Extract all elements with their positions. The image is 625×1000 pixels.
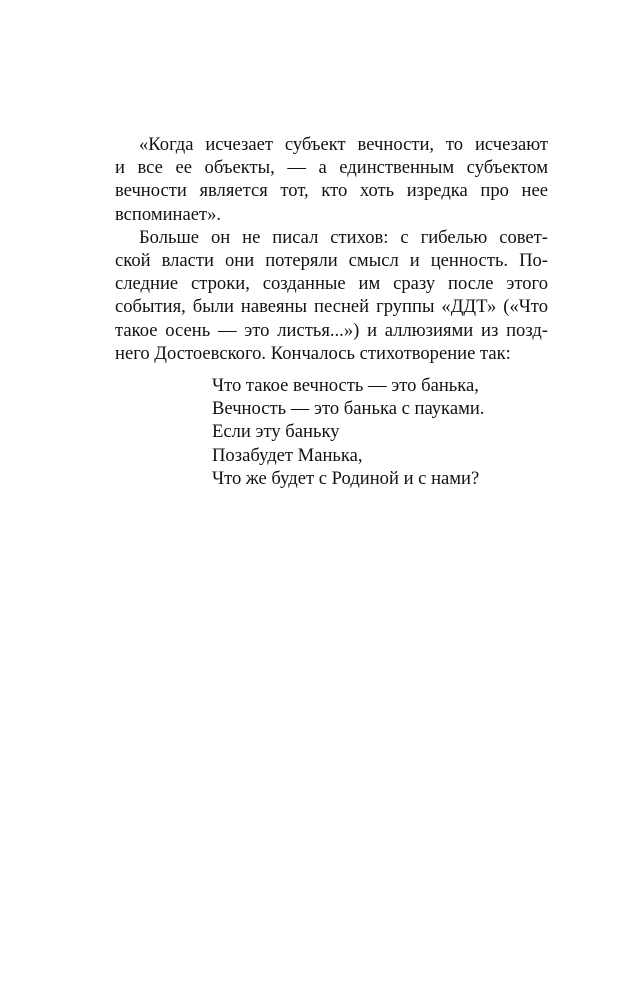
paragraph-quote (115, 133, 548, 226)
text-line: следние строки, созданные им сразу после этого (115, 273, 548, 295)
text-line: вечности является тот, кто хоть изредка про нее (115, 180, 548, 202)
text-line: такое осень — это листья...») и аллюзиями из позд- (115, 319, 548, 341)
book-page (115, 133, 548, 490)
text-line: события, были навеяны песней группы «ДДТ» («Что (115, 296, 548, 318)
poem-line: Позабудет Манька, (212, 444, 363, 466)
poem-line: Что же будет с Родиной и с нами? (212, 467, 480, 489)
text-line: «Когда исчезает субъект вечности, то исчезают (139, 134, 548, 155)
text-line: вспоминает». (115, 203, 222, 225)
text-line: ской власти они потеряли смысл и ценность. По- (115, 250, 548, 272)
text-line: него Достоевского. Кончалось стихотворение так: (115, 342, 511, 364)
poem-line: Если эту баньку (212, 421, 340, 443)
paragraph-narrative (115, 226, 548, 365)
poem-line: Что такое вечность — это банька, (212, 375, 479, 397)
poem-line: Вечность — это банька с пауками. (212, 398, 485, 420)
poem-stanza (212, 374, 548, 490)
text-line: и все ее объекты, — а единственным субъектом (115, 157, 548, 179)
text-line: Больше он не писал стихов: с гибелью совет- (139, 226, 548, 248)
